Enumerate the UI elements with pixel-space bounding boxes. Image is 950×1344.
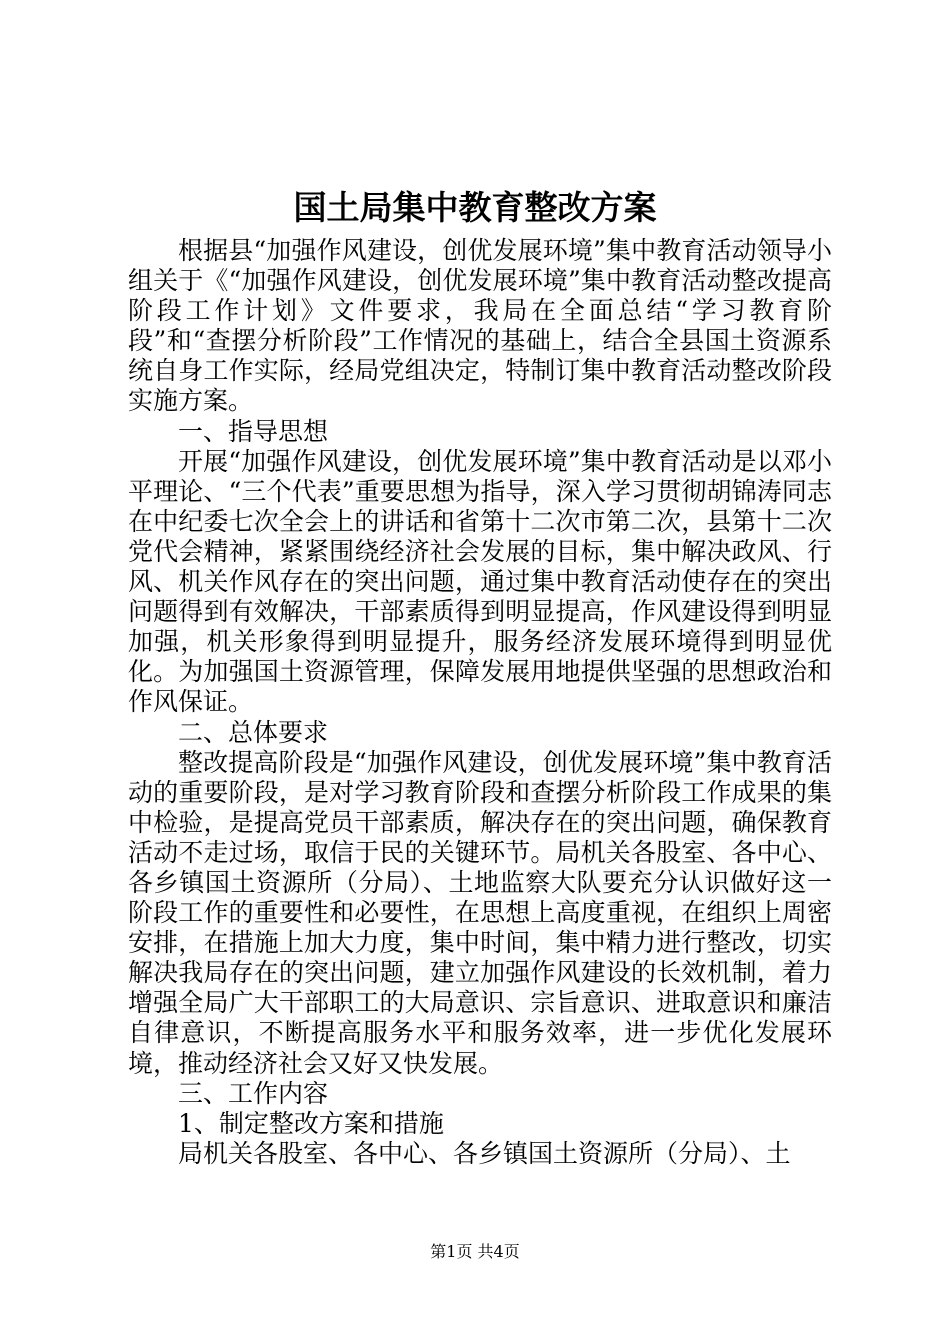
- section-heading-work-content: 三、工作内容: [178, 1078, 329, 1108]
- overall-requirements-paragraph: 整改提高阶段是“加强作风建设，创优发展环境”集中教育活动的重要阶段，是对学习教育阶段和查摆分析阶段工作成果的集中检验，是提高党员干部素质，解决存在的突出问题，确保教育活动不走过场，取信于民的关键环节。局机关各股室、各中心、各乡镇国土资源所（分局）、土地监察大队要充分认识做好这一阶段工作的重要性和必要性，在思想上高度重视，在组织上周密安排，在措施上加大力度，集中时间，集中精力进行整改，切实解决我局存在的突出问题，建立加强作风建设的长效机制，着力增强全局广大干部职工的大局意识、宗旨意识、进取意识和廉洁自律意识，不断提高服务水平和服务效率，进一步优化发展环境，推动经济社会又好又快发展。: [128, 747, 832, 1078]
- subsection-heading-plan-and-measures: 1、制定整改方案和措施: [178, 1108, 444, 1138]
- document-body: [128, 236, 832, 1169]
- section-heading-guiding-ideology: 一、指导思想: [178, 416, 329, 446]
- work-content-paragraph: 局机关各股室、各中心、各乡镇国土资源所（分局）、土: [178, 1138, 791, 1168]
- guiding-ideology-paragraph: 开展“加强作风建设，创优发展环境”集中教育活动是以邓小平理论、“三个代表”重要思想为指导，深入学习贯彻胡锦涛同志在中纪委七次全会上的讲话和省第十二次市第二次，县第十二次党代会精神，紧紧围绕经济社会发展的目标，集中解决政风、行风、机关作风存在的突出问题，通过集中教育活动使存在的突出问题得到有效解决，干部素质得到明显提高，作风建设得到明显加强，机关形象得到明显提升，服务经济发展环境得到明显优化。为加强国土资源管理，保障发展用地提供坚强的思想政治和作风保证。: [128, 446, 832, 717]
- document-title: 国土局集中教育整改方案: [293, 188, 657, 227]
- page-number-footer: 第1页 共4页: [430, 1242, 520, 1261]
- section-heading-overall-requirements: 二、总体要求: [178, 717, 329, 747]
- intro-paragraph: 根据县“加强作风建设，创优发展环境”集中教育活动领导小组关于《“加强作风建设，创优发展环境”集中教育活动整改提高阶段工作计划》文件要求，我局在全面总结“学习教育阶段”和“查摆分析阶段”工作情况的基础上，结合全县国土资源系统自身工作实际，经局党组决定，特制订集中教育活动整改阶段实施方案。: [128, 236, 832, 416]
